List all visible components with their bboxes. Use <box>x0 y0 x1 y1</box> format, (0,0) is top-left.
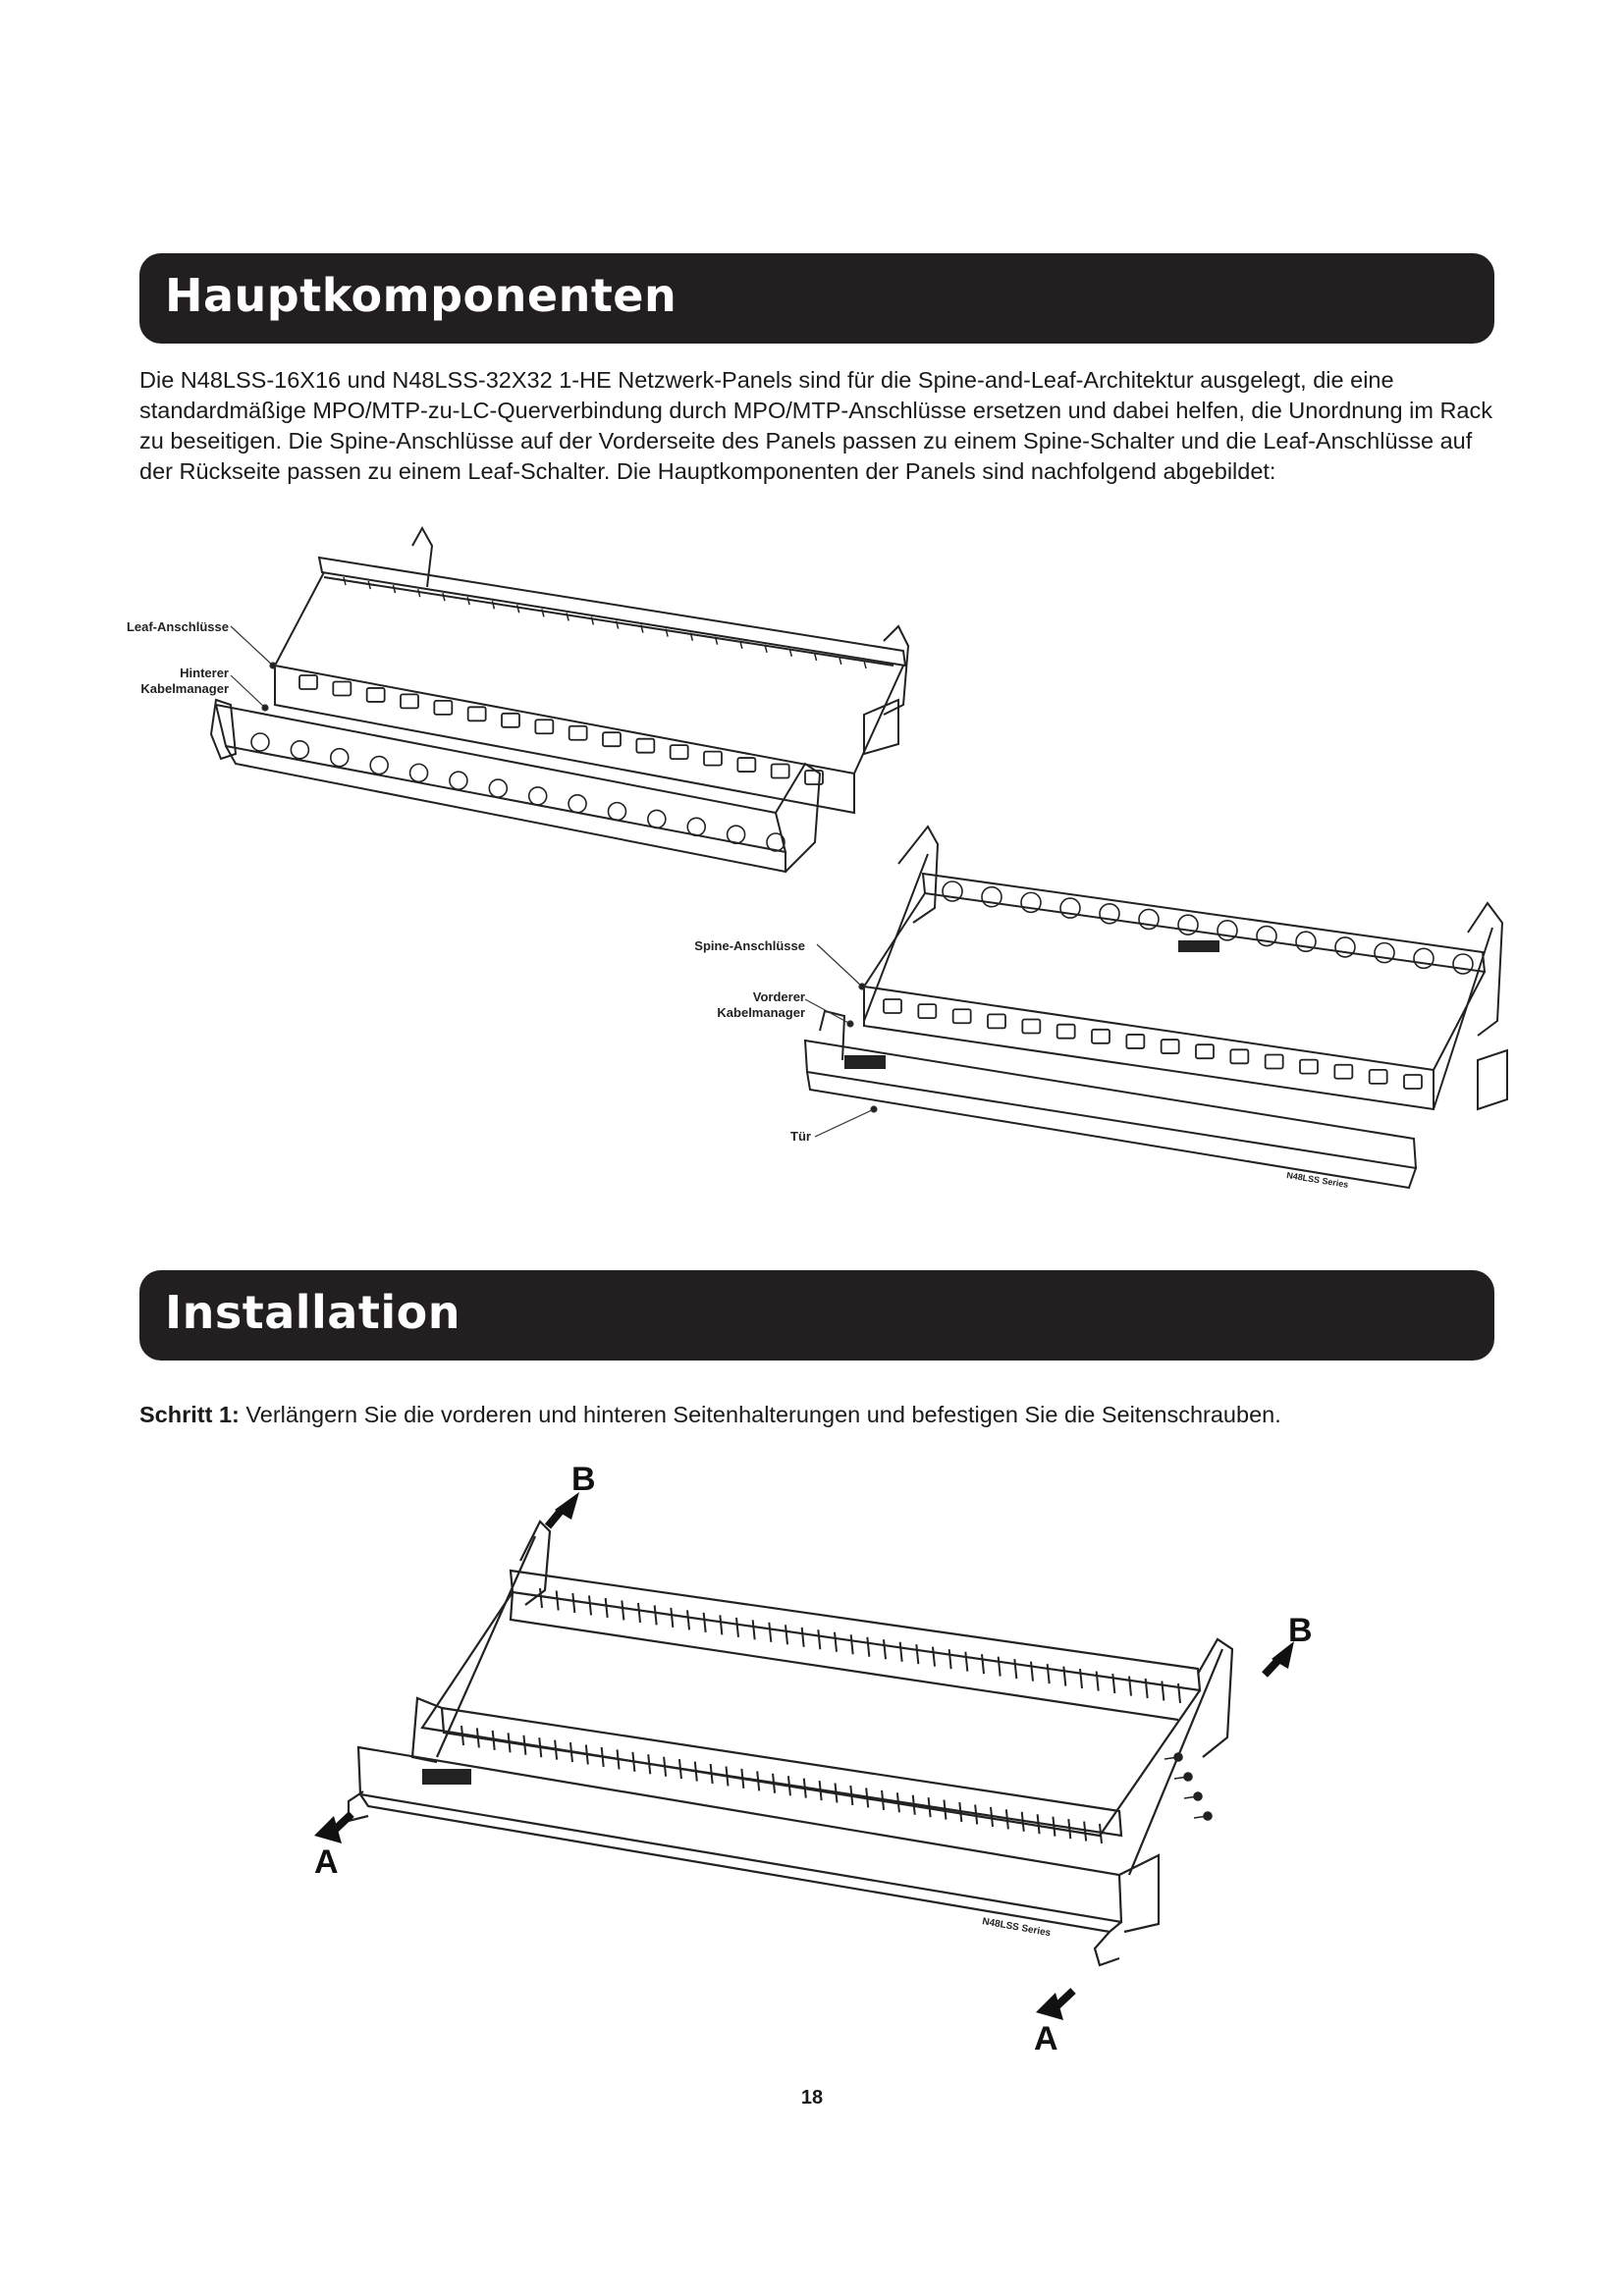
port-icon <box>1162 1040 1179 1053</box>
cable-hole-icon <box>982 887 1001 907</box>
port-icon <box>953 1009 971 1023</box>
vent-slot-icon <box>788 1776 790 1795</box>
cable-hole-icon <box>568 795 586 813</box>
vent-slot-icon <box>368 581 370 589</box>
vent-slot-icon <box>393 585 395 593</box>
cable-hole-icon <box>1060 898 1080 918</box>
port-icon <box>1196 1044 1214 1058</box>
vent-slot-icon <box>1014 1659 1016 1679</box>
rear-cable-manager-label-line2: Kabelmanager <box>140 681 229 696</box>
vent-slot-icon <box>999 1657 1001 1677</box>
vent-slot-icon <box>1048 1664 1050 1683</box>
section-title-components: Hauptkomponenten <box>165 269 677 322</box>
front-cable-manager-label-line2: Kabelmanager <box>717 1005 805 1020</box>
port-icon <box>772 765 789 778</box>
port-icon <box>502 714 519 727</box>
vent-slot-icon <box>606 1598 608 1618</box>
vent-slot-icon <box>975 1804 977 1824</box>
vent-slot-icon <box>687 1610 689 1629</box>
vent-slot-icon <box>589 1595 591 1615</box>
vent-slot-icon <box>753 1620 755 1639</box>
port-icon <box>299 675 317 689</box>
port-icon <box>1230 1049 1248 1063</box>
vent-slot-icon <box>602 1747 604 1767</box>
cable-hole-icon <box>608 803 625 821</box>
vent-slot-icon <box>1084 1822 1086 1842</box>
vent-slot-icon <box>618 1749 620 1769</box>
vent-slot-icon <box>695 1762 697 1782</box>
installation-illustration <box>314 1463 1335 2071</box>
vent-slot-icon <box>622 1600 623 1620</box>
spine-ports-label: Spine-Anschlüsse <box>694 938 805 953</box>
step-1-text: Verlängern Sie die vorderen und hinteren Seitenhalterungen und befestigen Sie die Seitenschrauben. <box>239 1402 1281 1427</box>
vent-slot-icon <box>851 1634 853 1654</box>
cable-hole-icon <box>1218 921 1237 940</box>
cable-hole-icon <box>1178 915 1198 934</box>
vent-slot-icon <box>916 1644 918 1664</box>
vent-slot-icon <box>720 1615 722 1634</box>
door-label: Tür <box>790 1129 811 1144</box>
vent-slot-icon <box>982 1654 984 1674</box>
vent-slot-icon <box>820 1781 822 1800</box>
vent-slot-icon <box>757 1771 759 1790</box>
port-icon <box>1266 1054 1283 1068</box>
figure-installation <box>314 1463 1335 2071</box>
label-a-left: A <box>314 1843 339 1881</box>
vent-slot-icon <box>882 1790 884 1810</box>
cable-hole-icon <box>529 787 547 805</box>
vent-slot-icon <box>1006 1809 1008 1829</box>
vent-slot-icon <box>557 1590 559 1610</box>
vent-slot-icon <box>1053 1817 1055 1837</box>
vent-slot-icon <box>572 1593 574 1613</box>
vent-slot-icon <box>1162 1682 1164 1701</box>
vent-slot-icon <box>1129 1677 1131 1696</box>
vent-slot-icon <box>727 1766 729 1786</box>
front-cable-manager-label-line1: Vorderer <box>752 989 805 1004</box>
port-icon <box>737 758 755 772</box>
vent-slot-icon <box>509 1733 511 1752</box>
port-icon <box>884 999 901 1013</box>
vent-slot-icon <box>959 1802 961 1822</box>
vent-slot-icon <box>586 1745 588 1765</box>
label-a-right: A <box>1034 2020 1058 2057</box>
vent-slot-icon <box>461 1726 463 1745</box>
cable-hole-icon <box>1414 948 1434 968</box>
cable-hole-icon <box>1453 954 1473 974</box>
cable-hole-icon <box>1021 892 1041 912</box>
port-icon <box>434 701 452 715</box>
port-icon <box>535 720 553 733</box>
cable-hole-icon <box>489 779 507 797</box>
vent-slot-icon <box>679 1759 681 1779</box>
port-icon <box>1334 1065 1352 1079</box>
vent-slot-icon <box>418 589 420 597</box>
vent-slot-icon <box>704 1613 706 1632</box>
vent-slot-icon <box>769 1623 771 1642</box>
port-icon <box>603 732 621 746</box>
brand-logo-icon <box>844 1055 886 1069</box>
vent-slot-icon <box>785 1625 787 1644</box>
cable-hole-icon <box>1335 937 1355 957</box>
vent-slot-icon <box>492 601 494 609</box>
vent-slot-icon <box>1097 1672 1099 1691</box>
rear-cable-manager-label-line1: Hinterer <box>180 666 229 680</box>
port-icon <box>636 739 654 753</box>
vent-slot-icon <box>933 1647 935 1667</box>
series-label-install: N48LSS Series <box>981 1916 1052 1940</box>
vent-slot-icon <box>913 1795 915 1815</box>
vent-slot-icon <box>1112 1674 1114 1693</box>
vent-slot-icon <box>741 1769 743 1789</box>
port-icon <box>1022 1020 1040 1034</box>
cable-hole-icon <box>1296 932 1316 951</box>
vent-slot-icon <box>711 1764 713 1784</box>
vent-slot-icon <box>443 593 445 601</box>
vent-slot-icon <box>467 597 469 605</box>
vent-slot-icon <box>1100 1824 1102 1843</box>
cable-hole-icon <box>251 733 269 751</box>
arrow-a-icon <box>314 1814 352 1843</box>
vent-slot-icon <box>1080 1669 1082 1688</box>
port-icon <box>704 752 722 766</box>
cable-hole-icon <box>1375 943 1394 963</box>
vent-slot-icon <box>866 1788 868 1807</box>
vent-slot-icon <box>736 1618 738 1637</box>
vent-slot-icon <box>850 1786 852 1805</box>
vent-slot-icon <box>570 1742 572 1762</box>
cable-hole-icon <box>410 764 428 781</box>
vent-slot-icon <box>884 1639 886 1659</box>
vent-slot-icon <box>1063 1667 1065 1686</box>
section-banner-installation <box>139 1270 1494 1361</box>
vent-slot-icon <box>1146 1679 1148 1698</box>
vent-slot-icon <box>671 1608 673 1628</box>
brand-logo-icon-install <box>422 1769 471 1785</box>
port-icon <box>988 1014 1005 1028</box>
port-icon <box>468 707 486 721</box>
cable-hole-icon <box>331 749 349 767</box>
page-number: 18 <box>800 2087 824 2109</box>
figure-front-view <box>648 815 1512 1207</box>
port-icon <box>367 688 385 702</box>
intro-paragraph: Die N48LSS-16X16 und N48LSS-32X32 1-HE Netzwerk-Panels sind für die Spine-and-Leaf-Architektur ausgelegt, die eine standardmäßige MPO/MTP-zu-LC-Querverbindung durch MPO/MTP-Anschlüsse ersetzen und dabei helfen, die Unordnung im Rack zu beseitigen. Die Spine-Anschlüsse auf der Vorderseite des Panels passen zu einem Spine-Schalter und die Leaf-Anschlüsse auf der Rückseite passen zu einem Leaf-Schalter. Die Hauptkomponenten der Panels sind nachfolgend abgebildet: <box>139 367 1492 484</box>
vent-slot-icon <box>965 1652 967 1672</box>
vent-slot-icon <box>664 1757 666 1777</box>
cable-hole-icon <box>291 741 308 759</box>
port-icon <box>401 694 418 708</box>
vent-slot-icon <box>655 1605 657 1625</box>
cable-hole-icon <box>1257 927 1276 946</box>
vent-slot-icon <box>867 1637 869 1657</box>
port-icon <box>1057 1025 1075 1039</box>
arrow-a-right-icon <box>1036 1991 1073 2020</box>
vent-slot-icon <box>991 1807 993 1827</box>
cable-hole-icon <box>370 757 388 774</box>
port-icon <box>918 1004 936 1018</box>
vent-slot-icon <box>1022 1812 1024 1832</box>
series-label: N48LSS Series <box>1285 1170 1350 1190</box>
vent-slot-icon <box>944 1800 946 1820</box>
vent-slot-icon <box>540 1588 542 1608</box>
vent-slot-icon <box>897 1792 899 1812</box>
port-icon <box>569 726 587 740</box>
vent-slot-icon <box>517 605 519 613</box>
cable-hole-icon <box>1139 909 1159 929</box>
step-1-label: Schritt 1: <box>139 1402 240 1427</box>
vent-slot-icon <box>638 1603 640 1623</box>
vent-slot-icon <box>344 577 346 585</box>
vent-slot-icon <box>477 1728 479 1747</box>
vent-slot-icon <box>773 1774 775 1793</box>
port-icon <box>333 681 351 695</box>
port-icon <box>1404 1075 1422 1089</box>
vent-slot-icon <box>804 1779 806 1798</box>
port-icon <box>1370 1070 1387 1084</box>
label-b-top: B <box>571 1461 596 1498</box>
vent-slot-icon <box>835 1632 837 1652</box>
vent-slot-icon <box>949 1649 951 1669</box>
vent-slot-icon <box>555 1740 557 1760</box>
vent-slot-icon <box>648 1754 650 1774</box>
section-title-installation: Installation <box>165 1286 460 1339</box>
screw-icon-head <box>1194 1792 1202 1800</box>
vent-slot-icon <box>1068 1819 1070 1839</box>
screw-icon-head <box>1204 1812 1212 1820</box>
vent-slot-icon <box>900 1642 902 1662</box>
vent-slot-icon <box>1031 1662 1033 1682</box>
vent-slot-icon <box>929 1797 931 1817</box>
leaf-ports-label: Leaf-Anschlüsse <box>126 619 229 634</box>
vent-slot-icon <box>539 1737 541 1757</box>
brand-logo-icon-rear <box>1178 940 1219 952</box>
screw-icon-head <box>1174 1753 1182 1761</box>
port-icon <box>1126 1035 1144 1048</box>
cable-hole-icon <box>1100 904 1119 924</box>
vent-slot-icon <box>835 1784 837 1803</box>
vent-slot-icon <box>493 1731 495 1750</box>
vent-slot-icon <box>802 1628 804 1647</box>
vent-slot-icon <box>818 1629 820 1649</box>
label-b-right: B <box>1288 1612 1313 1649</box>
screw-icon-head <box>1184 1773 1192 1781</box>
port-icon <box>1300 1060 1318 1074</box>
step-1-instruction <box>139 1400 1494 1430</box>
cable-hole-icon <box>943 881 962 901</box>
vent-slot-icon <box>523 1735 525 1755</box>
vent-slot-icon <box>542 609 544 616</box>
port-icon <box>671 745 688 759</box>
section-banner-components <box>139 253 1494 344</box>
cable-hole-icon <box>450 772 467 789</box>
vent-slot-icon <box>632 1752 634 1772</box>
vent-slot-icon <box>1038 1814 1040 1834</box>
port-icon <box>1092 1030 1110 1043</box>
